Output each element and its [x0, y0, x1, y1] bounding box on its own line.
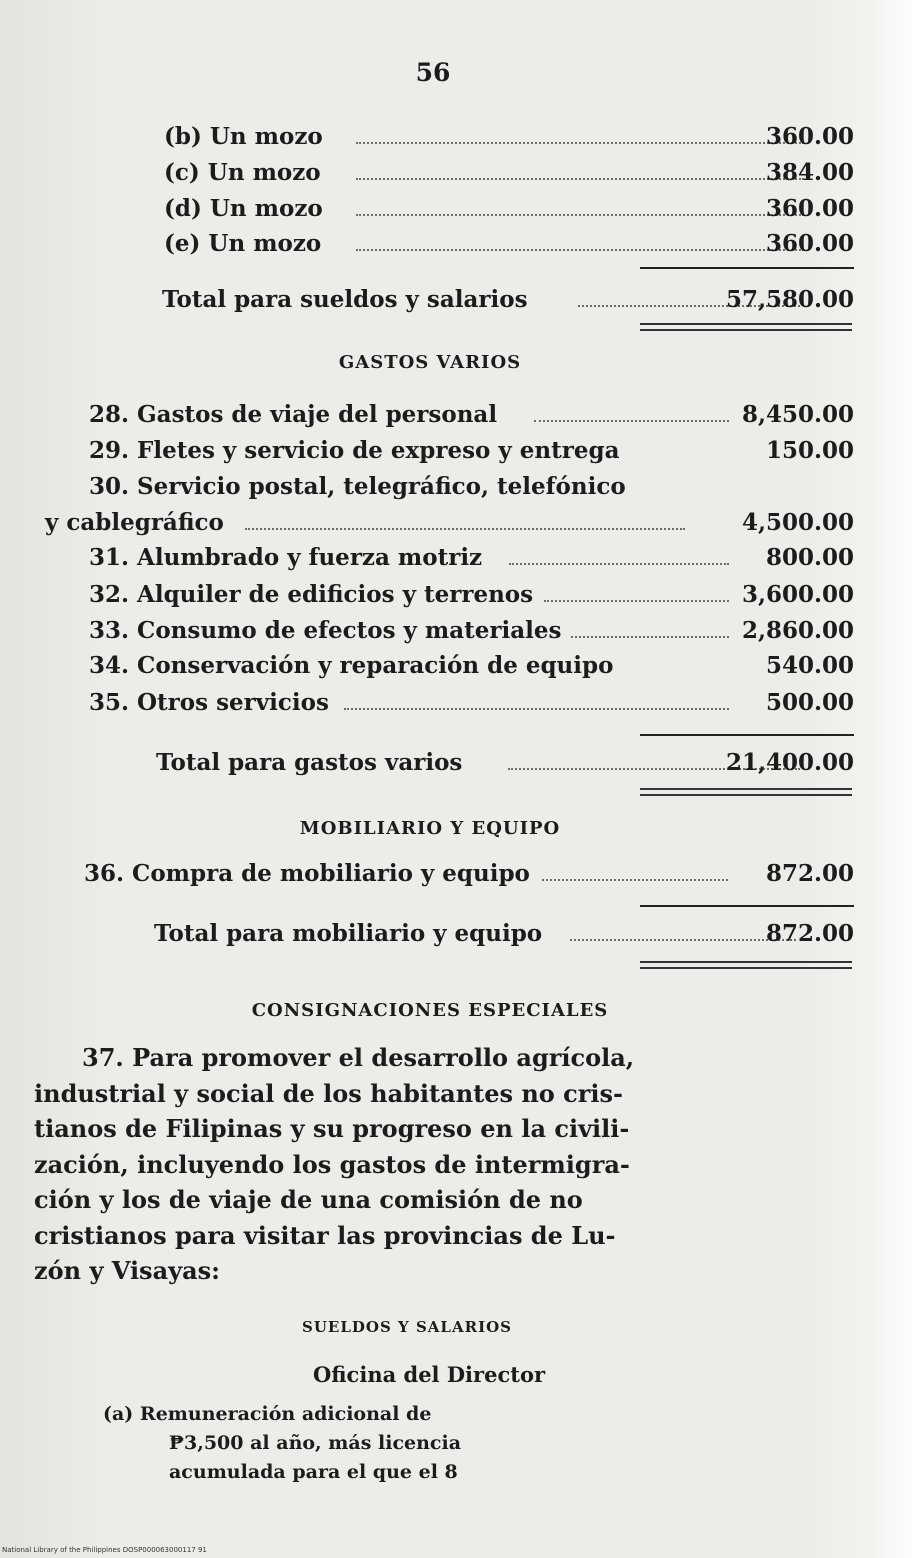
item-amount: 800.00 — [765, 544, 854, 571]
item-33 — [89, 614, 854, 648]
total-label: Total para mobiliario y equipo — [154, 920, 543, 947]
subitem-line: acumulada para el que el 8 — [169, 1461, 458, 1483]
item-label: 29. Fletes y servicio de expreso y entrega — [89, 437, 620, 464]
salary-line-d — [164, 192, 854, 226]
item-amount: 8,450.00 — [741, 401, 854, 428]
paragraph-line: ción y los de viaje de una comisión de no — [34, 1185, 583, 1214]
library-footer: National Library of the Philippines DOSP000063000117 91 — [2, 1546, 207, 1554]
total-gastos-varios-line — [156, 746, 854, 780]
page-edge-shadow — [876, 0, 912, 1558]
dot-leader — [356, 202, 804, 216]
line-label: (b) Un mozo — [164, 123, 323, 150]
item-31 — [89, 541, 854, 575]
page-number: 56 — [415, 58, 451, 87]
subtotal-rule — [640, 734, 854, 736]
line-amount: 360.00 — [765, 123, 854, 150]
dot-leader — [344, 696, 729, 710]
subitem-a — [103, 1400, 495, 1487]
line-label: (c) Un mozo — [164, 159, 321, 186]
line-label: (d) Un mozo — [164, 195, 323, 222]
dot-leader — [534, 408, 729, 422]
dot-leader — [570, 927, 796, 941]
item-28 — [89, 398, 854, 432]
salary-line-c — [164, 156, 854, 190]
item-34 — [89, 649, 854, 683]
item-label: 31. Alumbrado y fuerza motriz — [89, 544, 483, 571]
paragraph-line: tianos de Filipinas y su progreso en la civili- — [34, 1114, 630, 1143]
office-heading: Oficina del Director — [313, 1362, 546, 1387]
section-heading-gastos-varios: GASTOS VARIOS — [338, 352, 522, 373]
subitem-line: ₱3,500 al año, más licencia — [169, 1432, 462, 1454]
total-amount: 21,400.00 — [725, 749, 854, 776]
item-amount: 540.00 — [765, 652, 854, 679]
subheading-sueldos-salarios: SUELDOS Y SALARIOS — [302, 1318, 512, 1336]
section-heading-mobiliario: MOBILIARIO Y EQUIPO — [299, 818, 561, 839]
item-label: 28. Gastos de viaje del personal — [89, 401, 498, 428]
salary-line-e — [164, 227, 854, 261]
total-amount: 872.00 — [765, 920, 854, 947]
item-amount: 872.00 — [765, 860, 854, 887]
item-label: 35. Otros servicios — [89, 689, 329, 716]
total-double-rule — [640, 788, 852, 796]
paragraph-line: cristianos para visitar las provincias de Lu- — [34, 1220, 616, 1250]
line-amount: 384.00 — [765, 159, 854, 186]
line-label: (e) Un mozo — [164, 230, 322, 257]
section-heading-consignaciones: CONSIGNACIONES ESPECIALES — [251, 1000, 609, 1021]
total-label: Total para sueldos y salarios — [162, 286, 528, 313]
dot-leader — [542, 867, 728, 881]
total-double-rule — [640, 961, 852, 969]
item-30-continued — [45, 506, 854, 540]
item-29 — [89, 434, 854, 468]
item-35 — [89, 686, 854, 720]
salary-line-b — [164, 120, 854, 154]
paragraph-37 — [34, 1040, 640, 1289]
total-mobiliario-line — [154, 917, 854, 951]
item-amount: 2,860.00 — [741, 617, 854, 644]
item-label: 33. Consumo de efectos y materiales — [89, 617, 562, 644]
item-label: 34. Conservación y reparación de equipo — [89, 652, 614, 679]
total-amount: 57,580.00 — [725, 286, 854, 313]
dot-leader — [245, 516, 685, 530]
total-sueldos-line — [162, 283, 854, 317]
item-amount: 4,500.00 — [741, 509, 854, 536]
subitem-line: (a) Remuneración adicional de — [103, 1403, 432, 1425]
dot-leader — [356, 166, 804, 180]
total-double-rule — [640, 323, 852, 331]
item-36 — [84, 857, 854, 891]
item-label-continued: y cablegráfico — [45, 509, 224, 536]
item-amount: 500.00 — [765, 689, 854, 716]
dot-leader — [356, 130, 804, 144]
item-amount: 3,600.00 — [741, 581, 854, 608]
paragraph-line: industrial y social de los habitantes no cris- — [34, 1078, 624, 1108]
item-32 — [89, 578, 854, 612]
subtotal-rule — [640, 267, 854, 269]
line-amount: 360.00 — [765, 230, 854, 257]
line-amount: 360.00 — [765, 195, 854, 222]
item-amount: 150.00 — [765, 437, 854, 464]
paragraph-line: zón y Visayas: — [34, 1256, 220, 1285]
paragraph-line: 37. Para promover el desarrollo agrícola, — [82, 1043, 635, 1072]
item-label: 32. Alquiler de edificios y terrenos — [89, 581, 534, 608]
dot-leader — [544, 588, 729, 602]
item-label: 30. Servicio postal, telegráfico, telefónico — [89, 473, 626, 500]
item-30 — [89, 470, 854, 504]
dot-leader — [356, 237, 804, 251]
subtotal-rule — [640, 905, 854, 907]
paragraph-line: zación, incluyendo los gastos de intermigra- — [34, 1149, 630, 1179]
total-label: Total para gastos varios — [156, 749, 463, 776]
dot-leader — [509, 551, 729, 565]
dot-leader — [571, 624, 729, 638]
item-label: 36. Compra de mobiliario y equipo — [84, 860, 530, 887]
